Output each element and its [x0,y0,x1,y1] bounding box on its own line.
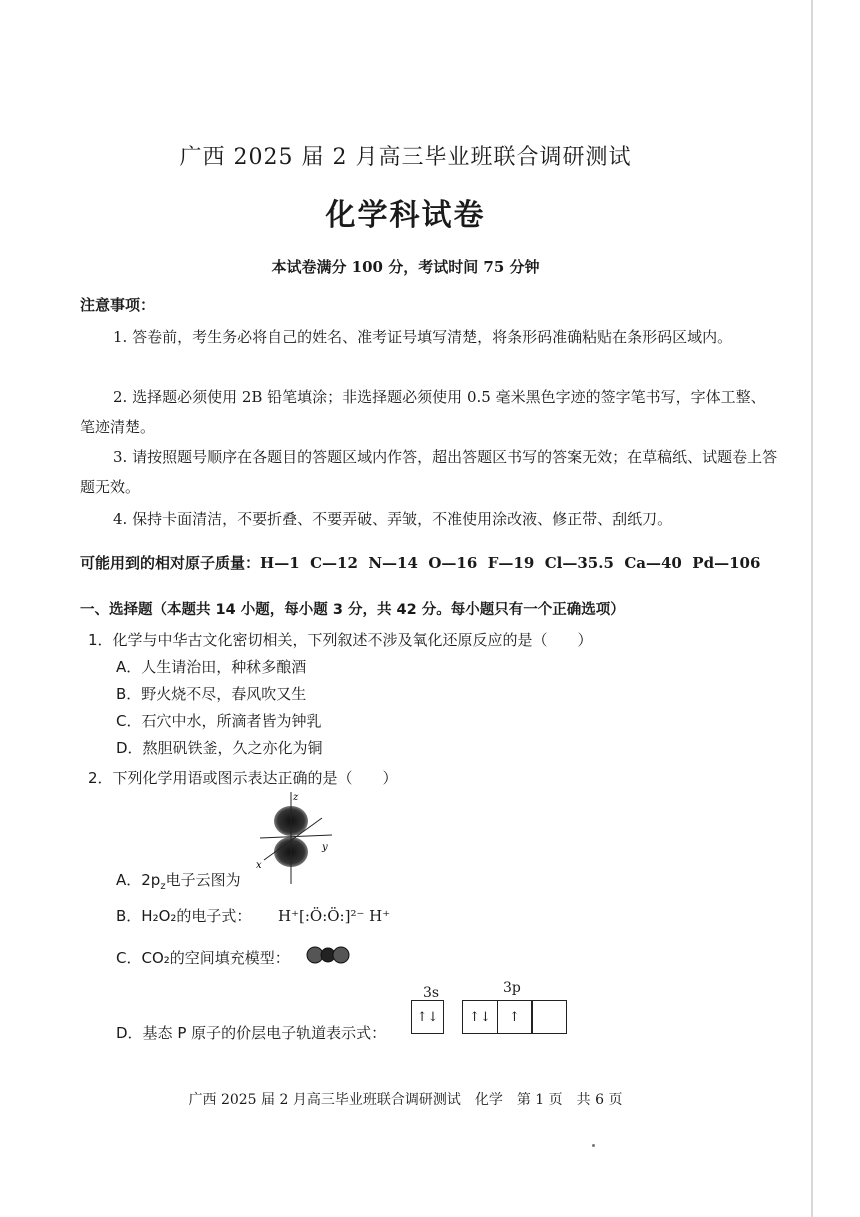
question-1-stem: 1．化学与中华古文化密切相关，下列叙述不涉及氧化还原反应的是（ ） [88,631,593,649]
orbital-box-3s: ↑↓ [411,1000,444,1034]
x-axis-label: x [256,860,262,871]
binding-margin-line [811,0,813,1217]
question-2-stem: 2．下列化学用语或图示表达正确的是（ ） [88,769,398,787]
exam-title: 广西 2025 届 2 月高三毕业班联合调研测试 [179,145,632,170]
question-1-option-b: B．野火烧不尽，春风吹又生 [116,685,307,703]
2pz-orbital-diagram [250,788,340,888]
note-item-4: 4. 保持卡面清洁，不要折叠、不要弄破、弄皱，不准使用涂改液、修正带、刮纸刀。 [113,510,673,528]
label-3p: 3p [503,980,521,996]
subject-title: 化学科试卷 [325,198,486,233]
question-1-option-a: A．人生请治田，种秫多酿酒 [116,658,307,676]
note-item-1: 1. 答卷前，考生务必将自己的姓名、准考证号填写清楚，将条形码准确粘贴在条形码区域内。 [113,328,733,346]
question-2-option-a [116,870,241,897]
atomic-mass-values: H—1 C—12 N—14 O—16 F—19 Cl—35.5 Ca—40 Pd—106 [260,554,761,572]
label-3s: 3s [423,985,440,1001]
orbital-3p-box-group [462,1000,567,1034]
note-item-3: 3. 请按照题号顺序在各题目的答题区域内作答，超出答题区书写的答案无效；在草稿纸、试题卷上答题无效。 [80,448,778,496]
option-a-suffix: 电子云图为 [165,871,241,889]
atomic-mass-line [80,553,760,573]
scan-dot [592,1144,595,1147]
notes-heading: 注意事项： [80,296,156,314]
question-1-option-c: C．石穴中水，所滴者皆为钟乳 [116,712,322,730]
oxygen-atom-right [333,947,349,963]
exam-info: 本试卷满分 100 分，考试时间 75 分钟 [271,258,540,276]
co2-space-filling-model [306,945,350,965]
section-1-title: 一、选择题（本题共 14 小题，每小题 3 分，共 42 分。每小题只有一个正确选项） [80,602,625,618]
orbital-3s-box-group [411,1000,444,1034]
question-2-option-c: C．CO₂的空间填充模型： [116,949,290,967]
question-1-option-d: D．熬胆矾铁釜，久之亦化为铜 [116,739,323,757]
page-footer: 广西 2025 届 2 月高三毕业班联合调研测试 化学 第 1 页 共 6 页 [188,1092,623,1108]
question-2-option-d: D．基态 P 原子的价层电子轨道表示式： [116,1024,387,1042]
orbital-box-3p-3 [531,1000,567,1034]
question-2-option-b: B．H₂O₂的电子式： [116,907,252,925]
orbital-box-3p-2: ↑ [497,1000,533,1034]
option-a-subscript: z [160,881,166,892]
orbital-box-3p-1: ↑↓ [462,1000,498,1034]
y-axis-label: y [322,842,328,853]
note-item-2: 2. 选择题必须使用 2B 铅笔填涂；非选择题必须使用 0.5 毫米黑色字迹的签字笔书写，字体工整、笔迹清楚。 [80,388,766,436]
z-axis-label: z [293,792,299,803]
atomic-mass-label: 可能用到的相对原子质量： [80,554,261,572]
option-a-prefix: A．2p [116,871,161,889]
h2o2-electron-formula: H⁺[:Ö:Ö:]²⁻ H⁺ [278,907,391,925]
